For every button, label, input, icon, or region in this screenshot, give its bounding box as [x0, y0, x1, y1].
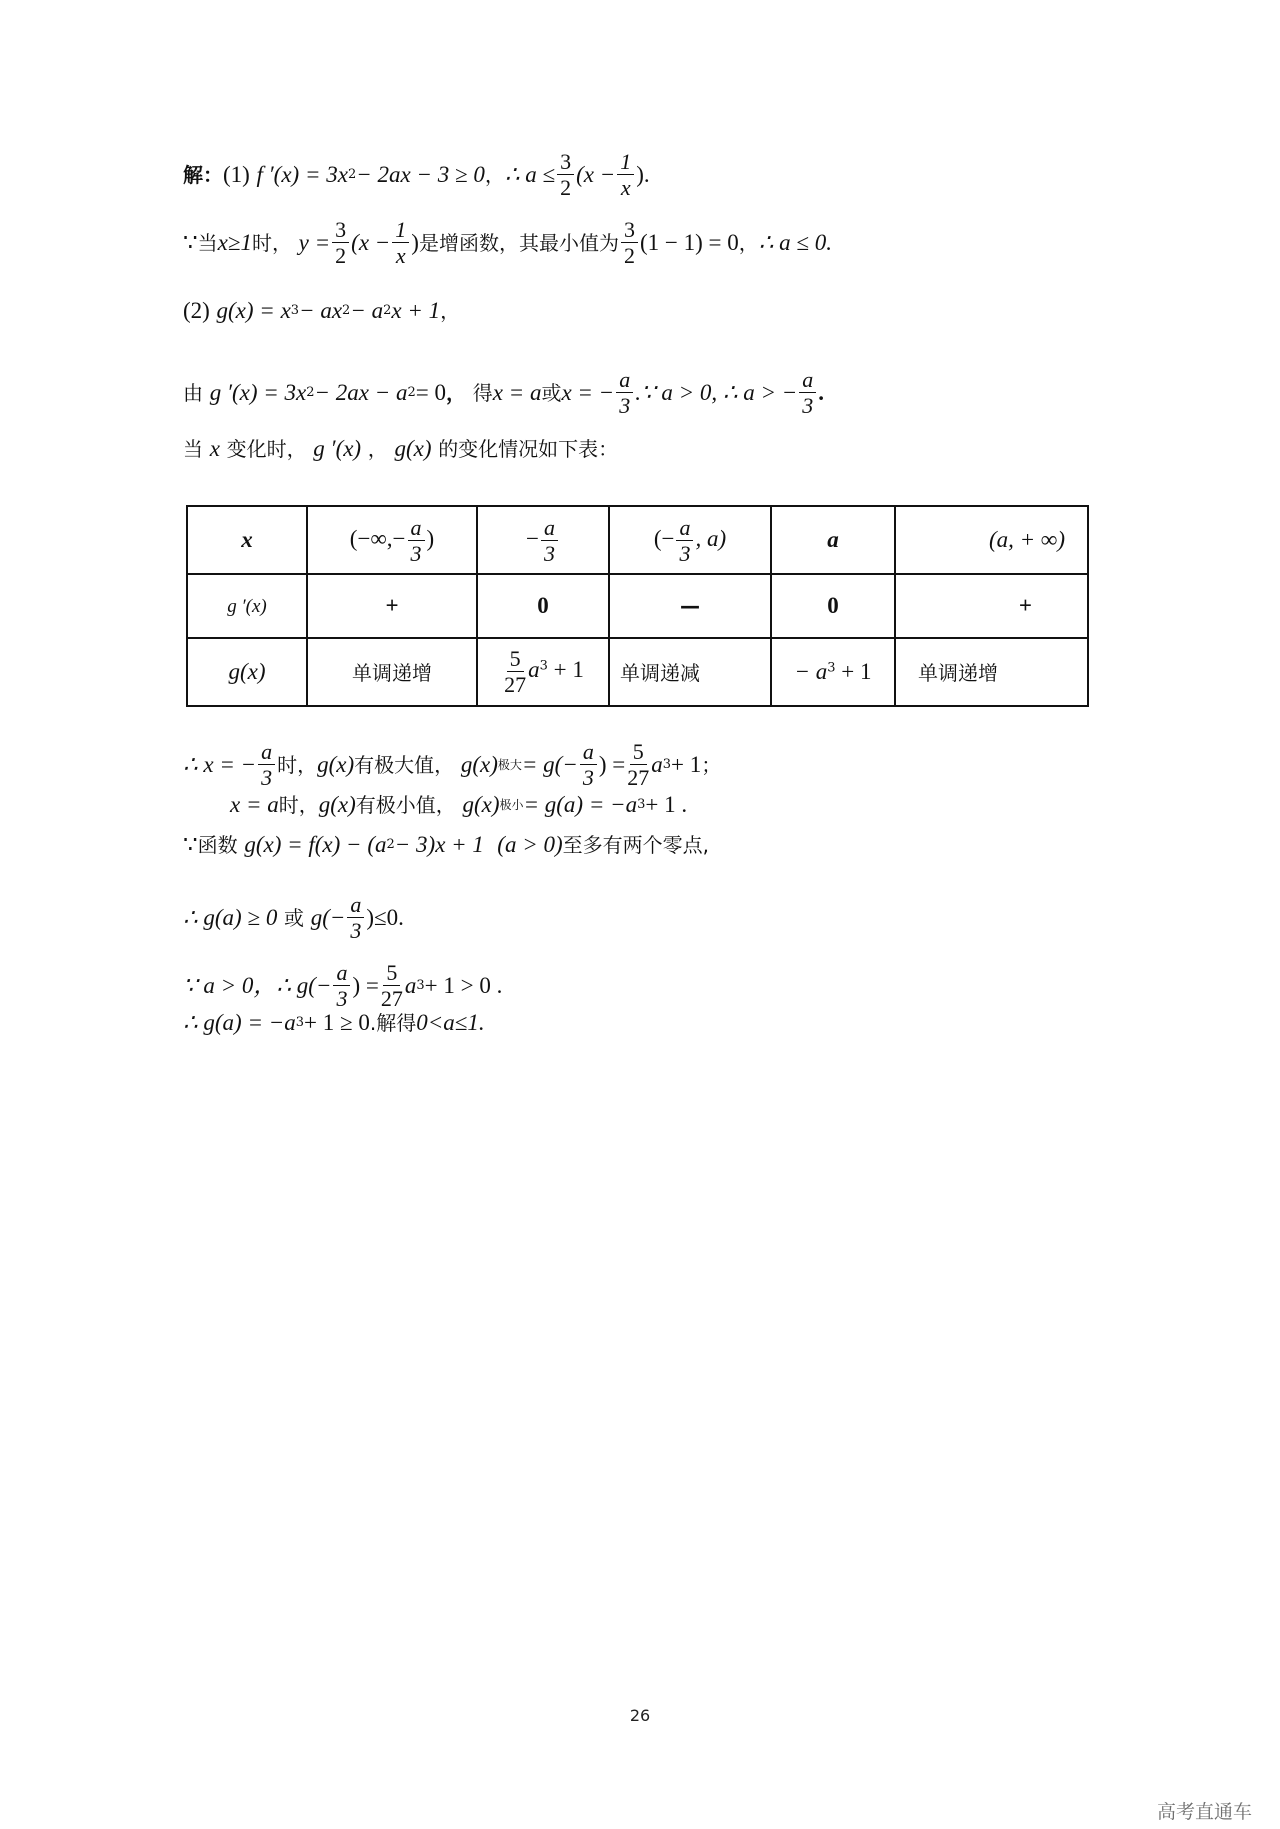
lead: ∴ g(a) = −a [183, 1010, 296, 1035]
solution-part2-line: (2) g(x) = x 3 − ax 2 − a 2 x + 1 ， [183, 298, 461, 323]
fraction-denominator: 27 [380, 986, 403, 1012]
sign-minus: — [680, 593, 700, 618]
function-expr-2: − 3)x + 1 [394, 832, 484, 857]
exponent: 3 [539, 658, 548, 674]
fraction-denominator: 2 [623, 243, 635, 269]
because-symbol: ∵ [183, 832, 198, 857]
variation-table [186, 505, 1089, 707]
root-one: x = a [492, 380, 542, 406]
table-intro-line [183, 437, 618, 460]
fraction-denominator: 3 [336, 986, 348, 1012]
header-point-1 [477, 506, 609, 574]
line2-paren-close: ) [411, 230, 419, 256]
interval-close: , a) [695, 525, 727, 551]
plus-one: + 1 . [645, 792, 688, 817]
sign-zero: 0 [827, 592, 839, 618]
fraction-numerator: 5 [630, 740, 647, 765]
watermark: 高考直通车 [1156, 1801, 1252, 1823]
from-word: 由 [183, 380, 203, 405]
table-row-g [187, 638, 1088, 706]
gprime-cell-1 [307, 574, 477, 637]
fraction-numerator: 1 [392, 218, 409, 243]
g-row-label [187, 638, 307, 706]
fraction-numerator: a [799, 368, 816, 393]
interval-fraction [676, 516, 693, 565]
lead: ∴ x = − [183, 752, 257, 778]
condition: (a > 0) [497, 832, 563, 857]
fraction-denominator: x [395, 243, 406, 269]
fraction-numerator: 5 [507, 647, 524, 672]
fraction-denominator: 3 [261, 765, 273, 791]
g-of-x: g(x) [317, 752, 355, 778]
time-word: 时， [251, 230, 292, 255]
g-max: g(x) [460, 752, 498, 778]
min-value-line: x = a 时， g(x) 有极小值， g(x) 极小 = g(a) = −a 3 + 1 . [230, 792, 688, 817]
line2-text: 是增函数，其最小值为 [418, 230, 619, 255]
line2-value: (1 − 1) = 0 [639, 230, 739, 256]
or-word: 或 [541, 380, 562, 405]
g-label-text: g(x) [228, 658, 266, 684]
g-of-x: g(x) [318, 792, 356, 817]
sign-plus: + [385, 592, 399, 618]
var-a: a [651, 752, 663, 778]
exponent: 3 [827, 660, 836, 676]
frac-5-27 [381, 961, 403, 1010]
separator: ， [440, 298, 461, 323]
line2-conclusion: ∴ a ≤ 0. [758, 230, 832, 256]
rest: + 1 > 0 . [424, 973, 503, 999]
gprime-cell-4 [771, 574, 895, 637]
fraction-denominator: 3 [582, 765, 594, 791]
intro-text-2: 的变化情况如下表： [438, 436, 619, 461]
frac-a-3 [333, 961, 350, 1010]
condition-line [183, 893, 404, 942]
sign-plus: + [1018, 592, 1032, 618]
sign-zero: 0 [537, 592, 549, 618]
has-max-text: 有极大值， [354, 752, 455, 777]
part2-expr: g(x) = x [216, 298, 291, 323]
time-word: 时， [277, 752, 318, 777]
separator: ， [446, 380, 467, 405]
compare-fraction [799, 368, 816, 417]
solution-label: 解 [183, 162, 203, 187]
solution-part1-line: 解 ： (1) f ′(x) = 3x 2 − 2ax − 3 ≥ 0 ， ∴ a ≤ $\frac{3}{2}$ (x − $\frac{1}{x}$ ). [183, 149, 650, 201]
separator: ， [367, 436, 388, 461]
fraction-numerator: a [333, 961, 350, 986]
fraction-denominator: 27 [627, 765, 650, 791]
expr-term: − a [350, 298, 384, 323]
max-fraction [504, 647, 526, 696]
g-cell-3 [609, 638, 771, 706]
lead: ∴ g(a) ≥ 0 [183, 905, 278, 931]
interval-close: ) [426, 525, 435, 551]
interval-open: (− [653, 525, 675, 551]
final-answer-line: ∴ g(a) = −a 3 + 1 ≥ 0 .解得 0<a≤1. [183, 1010, 485, 1035]
g-cell-1 [307, 638, 477, 706]
header-point-2 [771, 506, 895, 574]
g-min: g(x) [462, 792, 500, 817]
gprime-cell-3 [609, 574, 771, 637]
part1-paren-open: (x − [576, 162, 616, 188]
var-a: a [528, 657, 540, 683]
y-equals: y = [298, 230, 331, 256]
fraction-numerator: a [347, 893, 364, 918]
because-clause: .∵ a > 0, ∴ a > − [635, 380, 798, 406]
g-cell-5 [895, 638, 1088, 706]
fraction-denominator: 3 [619, 393, 631, 419]
positive-line: ∵ a > 0， ∴ g(− $\frac{a}{3}$ ) = $\frac{5}{27}$ a 3 + 1 > 0 . [183, 960, 503, 1012]
interval-open: (−∞,− [349, 525, 406, 551]
line2-fraction-2 [392, 218, 409, 267]
fraction-denominator: 3 [350, 918, 362, 944]
expr-term: − 2ax − a [314, 380, 408, 406]
g-cell-2 [477, 638, 609, 706]
expr: ∴ g(− [276, 973, 332, 999]
get-word: 得 [472, 380, 493, 405]
part1-paren-close: ). [636, 162, 650, 188]
fraction-numerator: a [676, 516, 693, 541]
function-expr: g(x) = f(x) − (a [244, 832, 387, 857]
solution-label-colon: ： [203, 162, 223, 187]
header-interval-2 [609, 506, 771, 574]
header-interval-3 [895, 506, 1088, 574]
header-x [187, 506, 307, 574]
interval-fraction [408, 516, 425, 565]
part2-number: (2) [183, 298, 210, 323]
or-word: 或 [284, 905, 305, 930]
expr-term: x + 1 [391, 298, 441, 323]
has-min-text: 有极小值， [355, 792, 456, 817]
variable-x: x [209, 436, 220, 461]
lead: x = a [230, 792, 279, 817]
semicolon: ； [701, 752, 722, 777]
equals: = g(− [521, 752, 578, 778]
fraction-numerator: 3 [621, 218, 638, 243]
increasing-text: 单调递增 [918, 661, 998, 686]
expr: g(− [310, 905, 346, 931]
g-label: g(x) [394, 436, 432, 461]
fraction-numerator: a [541, 516, 558, 541]
frac-a-3 [347, 893, 364, 942]
page-number: 26 [629, 1706, 651, 1725]
gprime-cell-5 [895, 574, 1088, 637]
part1-fraction-2 [617, 150, 634, 199]
function-word: 函数 [197, 832, 238, 857]
table-row-gprime [187, 574, 1088, 637]
part1-derivative: f ′(x) = 3x [256, 162, 348, 188]
condition: x≥1 [217, 230, 252, 256]
frac-a-3 [258, 740, 275, 789]
because-symbol: ∵ [183, 230, 198, 256]
equals: ) = [352, 973, 379, 999]
minus-sign: − [526, 525, 539, 551]
equals: = g(a) = −a [523, 792, 638, 817]
point-a: a [827, 527, 839, 553]
var-neg-a: − a [794, 658, 828, 684]
fraction-numerator: 3 [332, 218, 349, 243]
fraction-numerator: 1 [617, 150, 634, 175]
part1-therefore: ∴ a ≤ [504, 162, 556, 188]
header-interval-1 [307, 506, 477, 574]
header-x-text: x [241, 527, 253, 553]
part1-inequality: − 2ax − 3 ≥ 0 [356, 162, 485, 188]
expr-term: − ax [299, 298, 343, 323]
equals-2: ) = [598, 752, 626, 778]
end: )≤0. [366, 905, 404, 931]
plus-one: + 1 [835, 658, 872, 684]
root-fraction [616, 368, 633, 417]
frac-5-27 [627, 740, 649, 789]
fraction-numerator: a [580, 740, 597, 765]
plus-one: + 1 [547, 657, 584, 683]
fraction-denominator: 3 [543, 540, 555, 566]
part1-fraction [557, 150, 574, 199]
gprime-label: g ′(x) [313, 436, 362, 461]
gprime-label-text: g ′(x) [227, 596, 267, 618]
gprime-cell-2 [477, 574, 609, 637]
time-word: 时， [278, 792, 319, 817]
gprime-row-label [187, 574, 307, 637]
solve-word: .解得 [369, 1010, 417, 1035]
expr-term: = 0 [415, 380, 447, 406]
solution-part1-line2 [183, 218, 832, 267]
gprime-expr: g ′(x) = 3x [209, 380, 307, 406]
root-two: x = − [561, 380, 615, 406]
rest: + 1 ≥ 0 [304, 1010, 370, 1035]
interval-text: (a, + ∞) [989, 527, 1065, 553]
fraction-numerator: a [408, 516, 425, 541]
line2-fraction [332, 218, 349, 267]
frac-a-3-b [580, 740, 597, 789]
table-row-header [187, 506, 1088, 574]
g-cell-4 [771, 638, 895, 706]
fraction-denominator: x [620, 175, 631, 201]
fraction-denominator: 27 [504, 672, 527, 698]
fraction-denominator: 3 [802, 393, 814, 419]
fraction-denominator: 3 [410, 540, 422, 566]
part1-separator: ， [484, 162, 505, 187]
increasing-text: 单调递增 [352, 661, 432, 686]
point-fraction [541, 516, 558, 565]
fraction-denominator: 3 [679, 540, 691, 566]
zeros-line: ∵ 函数 g(x) = f(x) − (a 2 − 3)x + 1 (a > 0) 至多有两个零点, [183, 832, 709, 857]
fraction-numerator: 5 [383, 961, 400, 986]
line2-paren-open: (x − [351, 230, 391, 256]
zeros-text: 至多有两个零点, [562, 832, 709, 857]
part1-number: (1) [223, 162, 250, 188]
line2-fraction-3 [621, 218, 638, 267]
fraction-numerator: a [258, 740, 275, 765]
fraction-denominator: 2 [335, 243, 347, 269]
line2-separator: ， [738, 230, 759, 255]
final-result: 0<a≤1. [416, 1010, 485, 1035]
plus-one: + 1 [671, 752, 702, 778]
fraction-denominator: 2 [560, 175, 572, 201]
intro-text: 变化时， [226, 436, 307, 461]
max-value-line: ∴ x = − $\frac{a}{3}$ 时， g(x) 有极大值， g(x) 极大 = g(− $\frac{a}{3}$ ) = $\frac{5}{27}$ a 3 + 1 ； [183, 739, 722, 791]
when-word: 当 [197, 230, 218, 255]
end-period: . [818, 380, 825, 406]
var-a: a [404, 973, 417, 999]
fraction-numerator: a [616, 368, 633, 393]
lead: ∵ a > 0， [183, 973, 277, 999]
when-word: 当 [183, 436, 203, 461]
decreasing-text: 单调递减 [620, 661, 700, 686]
derivative-roots-line: 由 g ′(x) = 3x 2 − 2ax − a 2 = 0 ， 得 x = a 或 x = − $\frac{a}{3}$ .∵ a > 0, ∴ a > − $\frac{a}{3}$ . [183, 367, 825, 419]
fraction-numerator: 3 [557, 150, 574, 175]
